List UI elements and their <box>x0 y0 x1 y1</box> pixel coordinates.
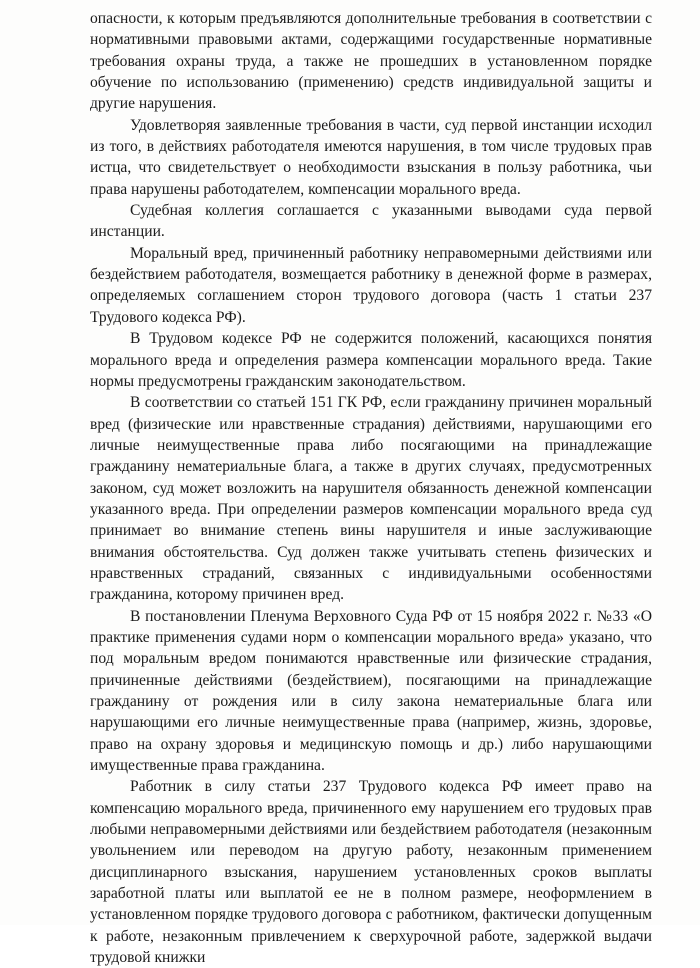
paragraph-5: В Трудовом кодексе РФ не содержится положений, касающихся понятия морального вреда и определения размера компенсации морального вреда. Такие нормы предусмотрены гражданским законодательством. <box>90 330 652 390</box>
paragraph-4: Моральный вред, причиненный работнику неправомерными действиями или бездействием работодателя, возмещается работнику в денежной форме в размерах, определяемых соглашением сторон трудового договора (часть 1 статьи 237 Трудового кодекса РФ). <box>90 244 652 326</box>
paragraph-8: Работник в силу статьи 237 Трудового кодекса РФ имеет право на компенсацию морального вреда, причиненного ему нарушением его трудовых прав любыми неправомерными действиями или бездействием работодателя (незаконным увольнением или переводом на другую работу, незаконным применением дисциплинарного взыскания, нарушением установленных сроков выплаты заработной платы или выплатой ее не в полном размере, неоформлением в установленном порядке трудового договора с работником, фактически допущенным к работе, незаконным привлечением к сверхурочной работе, задержкой выдачи трудовой книжки <box>90 778 652 967</box>
paragraph-1: опасности, к которым предъявляются дополнительные требования в соответствии с нормативными правовыми актами, содержащими государственные нормативные требования охраны труда, а также не прошедших в установленном порядке обучение по использованию (применению) средств индивидуальной защиты и другие нарушения. <box>90 10 652 113</box>
paragraph-6: В соответствии со статьей 151 ГК РФ, если гражданину причинен моральный вред (физические или нравственные страдания) действиями, нарушающими его личные неимущественные права либо посягающими на принадлежащие гражданину нематериальные блага, а также в других случаях, предусмотренных законом, суд может возложить на нарушителя обязанность денежной компенсации указанного вреда. При определении размеров компенсации морального вреда суд принимает во внимание степень вины нарушителя и иные заслуживающие внимания обстоятельства. Суд должен также учитывать степень физических и нравственных страданий, связанных с индивидуальными особенностями гражданина, которому причинен вред. <box>90 394 652 604</box>
paragraph-3: Судебная коллегия соглашается с указанными выводами суда первой инстанции. <box>90 202 652 241</box>
document-body <box>90 8 652 968</box>
paragraph-2: Удовлетворяя заявленные требования в части, суд первой инстанции исходил из того, в действиях работодателя имеются нарушения, в том числе трудовых прав истца, что свидетельствует о необходимости взыскания в пользу работника, чьи права нарушены работодателем, компенсации морального вреда. <box>90 116 652 198</box>
paragraph-7: В постановлении Пленума Верховного Суда РФ от 15 ноября 2022 г. №33 «О практике применения судами норм о компенсации морального вреда» указано, что под моральным вредом понимаются нравственные или физические страдания, причиненные действиями (бездействием), посягающими на принадлежащие гражданину от рождения или в силу закона нематериальные блага или нарушающими его личные неимущественные права (например, жизнь, здоровье, право на охрану здоровья и медицинскую помощь и др.) либо нарушающими имущественные права гражданина. <box>90 607 652 775</box>
